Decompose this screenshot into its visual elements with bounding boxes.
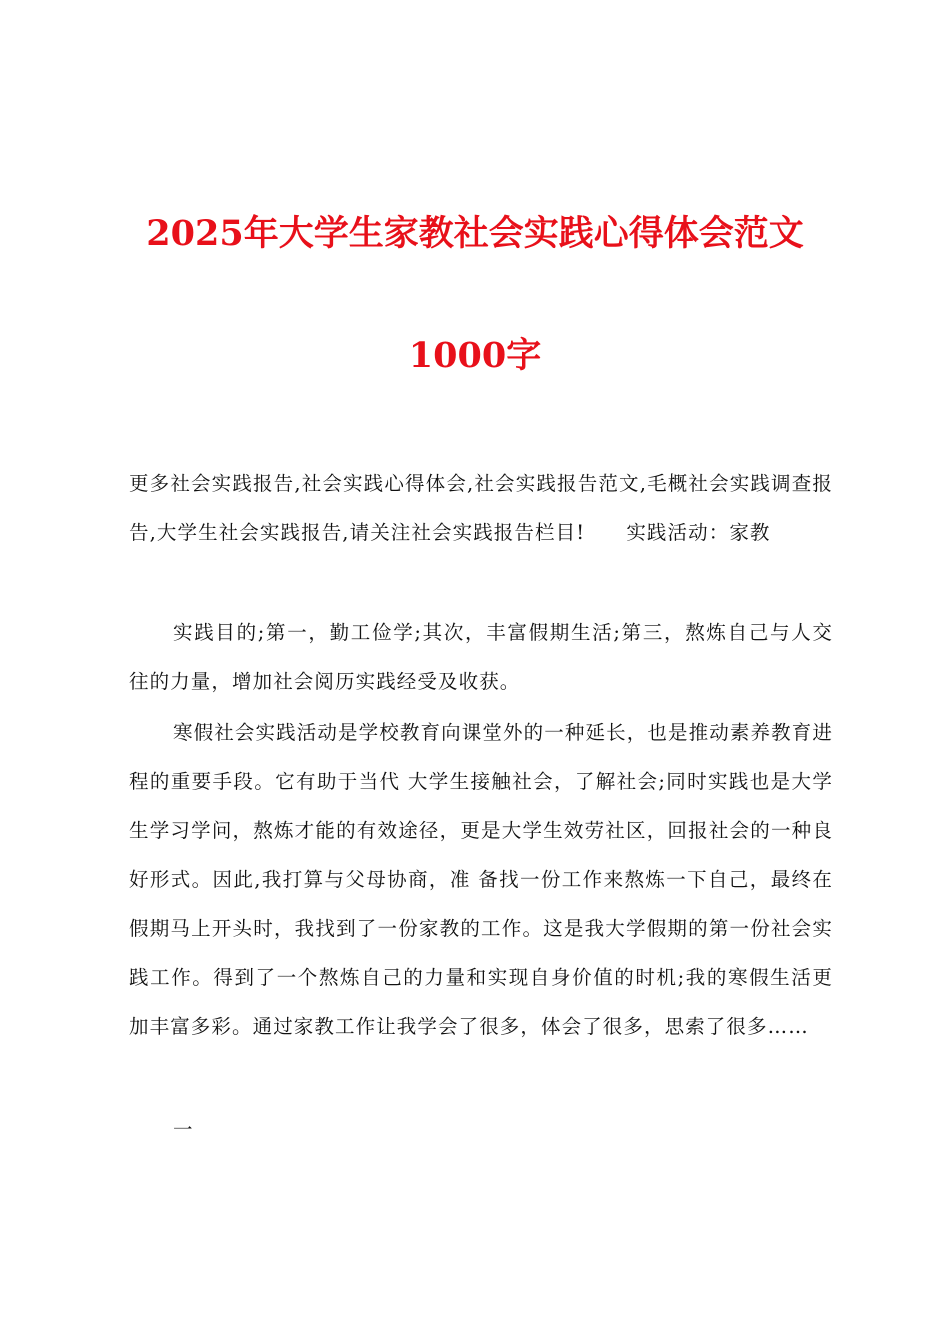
paragraph-text: 更多社会实践报告,社会实践心得体会,社会实践报告范文,毛概社会实践调查报告,大学生社会实践报告,请关注社会实践报告栏目! 实践活动：家教 — [129, 472, 833, 544]
paragraph-text: 一 — [173, 1118, 194, 1141]
document-title: 2025年大学生家教社会实践心得体会范文 — [146, 213, 804, 254]
section-heading-one — [129, 1105, 833, 1154]
document-title-subline: 1000字 — [408, 335, 542, 376]
paragraph-body — [129, 708, 833, 1051]
paragraph-text: 寒假社会实践活动是学校教育向课堂外的一种延长，也是推动素养教育进程的重要手段。它有助于当代 大学生接触社会，了解社会;同时实践也是大学生学习学问，熬炼才能的有效途径，更是大学生效劳社区，回报社会的一种良好形式。因此,我打算与父母协商，准 备找一份工作来熬炼一下自己，最终在假期马上开头时，我找到了一份家教的工作。这是我大学假期的第一份社会实践工作。得到了一个熬炼自己的力量和实现自身价值的时机;我的寒假生活更加丰富多彩。通过家教工作让我学会了很多，体会了很多，思索了很多…… — [129, 721, 833, 1038]
paragraph-text: 实践目的;第一，勤工俭学;其次，丰富假期生活;第三，熬炼自己与人交往的力量，增加社会阅历实践经受及收获。 — [129, 621, 833, 693]
paragraph-intro — [129, 459, 833, 557]
paragraph-purpose — [129, 608, 833, 706]
